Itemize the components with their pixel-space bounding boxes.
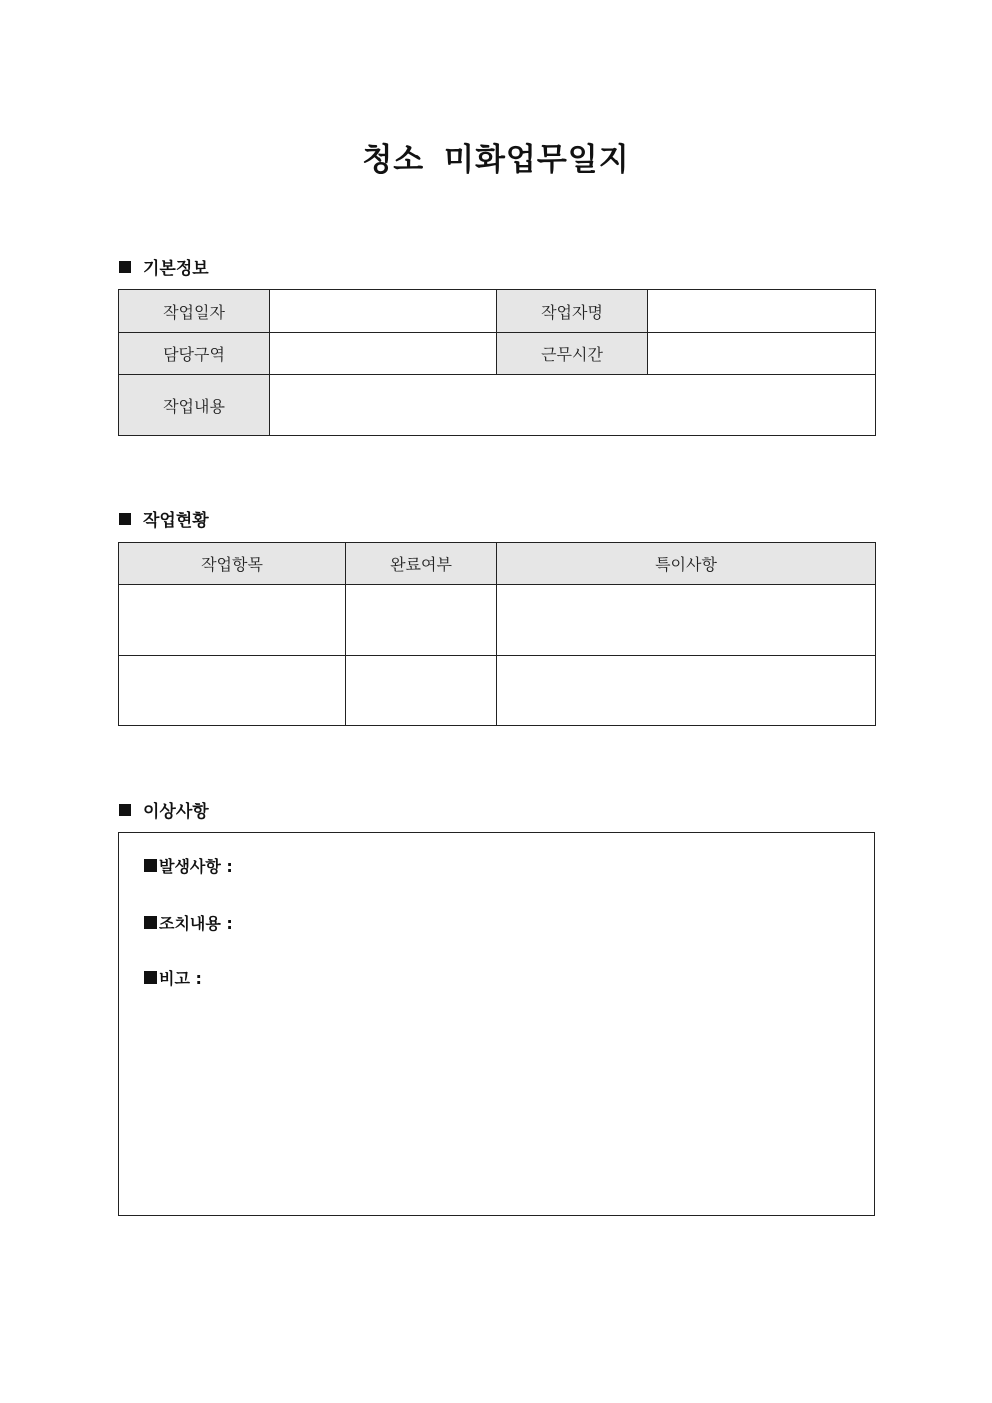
table-row (119, 585, 876, 656)
notes-cell[interactable] (497, 585, 876, 656)
anomaly-box[interactable] (118, 832, 875, 1216)
completion-cell[interactable] (346, 585, 497, 656)
work-hours-field[interactable] (648, 333, 876, 375)
table-row (119, 290, 876, 333)
section-heading-anomalies (119, 797, 209, 822)
work-content-label: 작업내용 (119, 375, 270, 436)
table-row (119, 375, 876, 436)
remarks-label: 비고 : (159, 969, 202, 988)
area-label: 담당구역 (119, 333, 270, 375)
occurrence-label: 발생사항 : (159, 857, 233, 876)
square-bullet-icon (144, 859, 157, 872)
table-header-row (119, 543, 876, 585)
notes-cell[interactable] (497, 656, 876, 726)
action-label: 조치내용 : (159, 914, 233, 933)
square-bullet-icon (119, 513, 131, 525)
work-hours-label: 근무시간 (497, 333, 648, 375)
remarks-field (144, 966, 202, 989)
column-header-completion: 완료여부 (346, 543, 497, 585)
area-field[interactable] (270, 333, 497, 375)
column-header-work-item: 작업항목 (119, 543, 346, 585)
work-status-table (118, 542, 876, 726)
table-row (119, 333, 876, 375)
section-heading-label: 작업현황 (143, 511, 209, 531)
square-bullet-icon (144, 916, 157, 929)
section-heading-work-status (119, 506, 209, 531)
worker-name-label: 작업자명 (497, 290, 648, 333)
square-bullet-icon (119, 261, 131, 273)
document-title: 청소 미화업무일지 (362, 142, 630, 178)
action-field (144, 911, 233, 934)
square-bullet-icon (144, 971, 157, 984)
worker-name-field[interactable] (648, 290, 876, 333)
work-content-field[interactable] (270, 375, 876, 436)
work-item-cell[interactable] (119, 585, 346, 656)
basic-info-table (118, 289, 876, 436)
square-bullet-icon (119, 804, 131, 816)
work-date-label: 작업일자 (119, 290, 270, 333)
table-row (119, 656, 876, 726)
section-heading-basic-info (119, 254, 209, 279)
section-heading-label: 기본정보 (143, 259, 209, 279)
work-date-field[interactable] (270, 290, 497, 333)
column-header-notes: 특이사항 (497, 543, 876, 585)
occurrence-field (144, 854, 233, 877)
work-item-cell[interactable] (119, 656, 346, 726)
completion-cell[interactable] (346, 656, 497, 726)
section-heading-label: 이상사항 (143, 802, 209, 822)
